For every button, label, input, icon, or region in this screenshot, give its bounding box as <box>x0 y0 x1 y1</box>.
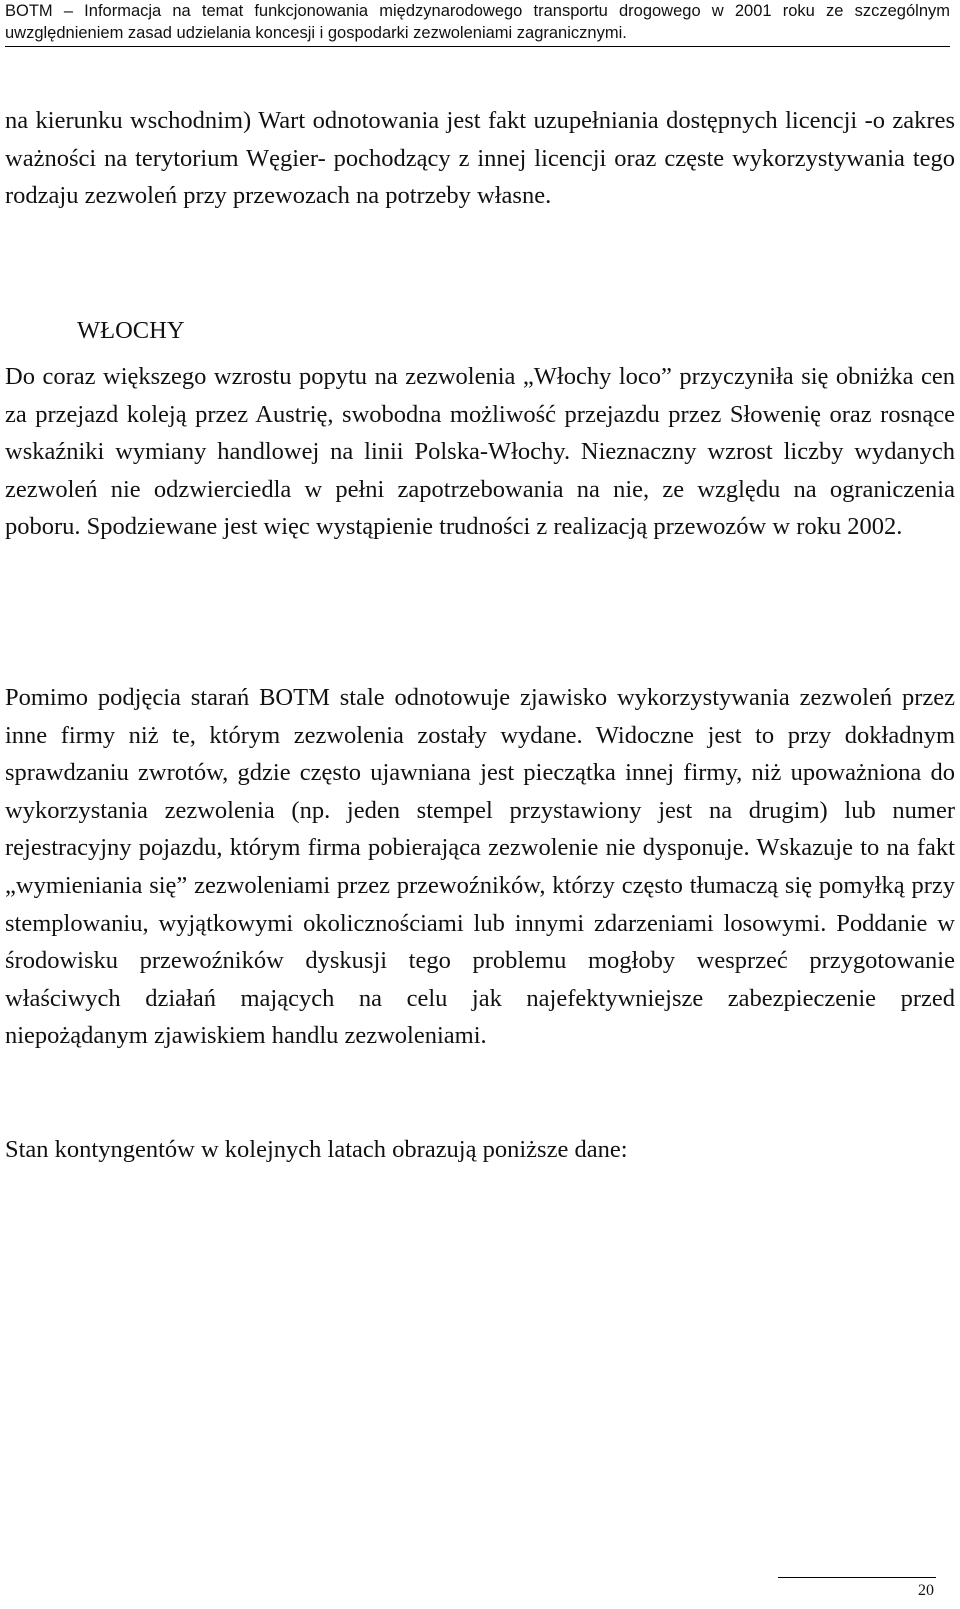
paragraph-permit-misuse: Pomimo podjęcia starań BOTM stale odnotowuje zjawisko wykorzystywania zezwoleń przez inne firmy niż te, którym zezwolenia zostały wydane. Widoczne jest to przy dokładnym sprawdzaniu zwrotów, gdzie często ujawniana jest pieczątka innej firmy, niż upoważniona do wykorzystania zezwolenia (np. jeden stempel przystawiony jest na drugim) lub numer rejestracyjny pojazdu, którym firma pobierająca zezwolenie nie dysponuje. Wskazuje to na fakt „wymieniania się” zezwoleniami przez przewoźników, którzy często tłumaczą się pomyłką przy stemplowaniu, wyjątkowymi okolicznościami lub innymi zdarzeniami losowymi. Poddanie w środowisku przewoźników dyskusji tego problemu mogłoby wesprzeć przygotowanie właściwych działań mających na celu jak najefektywniejsze zabezpieczenie przed niepożądanym zjawiskiem handlu zezwoleniami. <box>5 684 955 1050</box>
footer-divider <box>778 1577 936 1578</box>
section-heading-wlochy: WŁOCHY <box>77 317 185 344</box>
paragraph-quota-intro: Stan kontyngentów w kolejnych latach obrazują poniższe dane: <box>5 1136 628 1163</box>
running-header: BOTM – Informacja na temat funkcjonowania międzynarodowego transportu drogowego w 2001 roku ze szczególnym uwzględnieniem zasad udzielania koncesji i gospodarki zezwoleniami zagranicznymi. <box>5 0 950 47</box>
page-number: 20 <box>918 1582 934 1599</box>
paragraph-continued: na kierunku wschodnim) Wart odnotowania jest fakt uzupełniania dostępnych licencji -o zakres ważności na terytorium Węgier- pochodzący z innej licencji oraz częste wykorzystywania tego rodzaju zezwoleń przy przewozach na potrzeby własne. <box>5 107 955 210</box>
paragraph-wlochy-demand: Do coraz większego wzrostu popytu na zezwolenia „Włochy loco” przyczyniła się obniżka cen za przejazd koleją przez Austrię, swobodna możliwość przejazdu przez Słowenię oraz rosnące wskaźniki wymiany handlowej na linii Polska-Włochy. Nieznaczny wzrost liczby wydanych zezwoleń nie odzwierciedla w pełni zapotrzebowania na nie, ze względu na ograniczenia poboru. Spodziewane jest więc wystąpienie trudności z realizacją przewozów w roku 2002. <box>5 363 955 541</box>
